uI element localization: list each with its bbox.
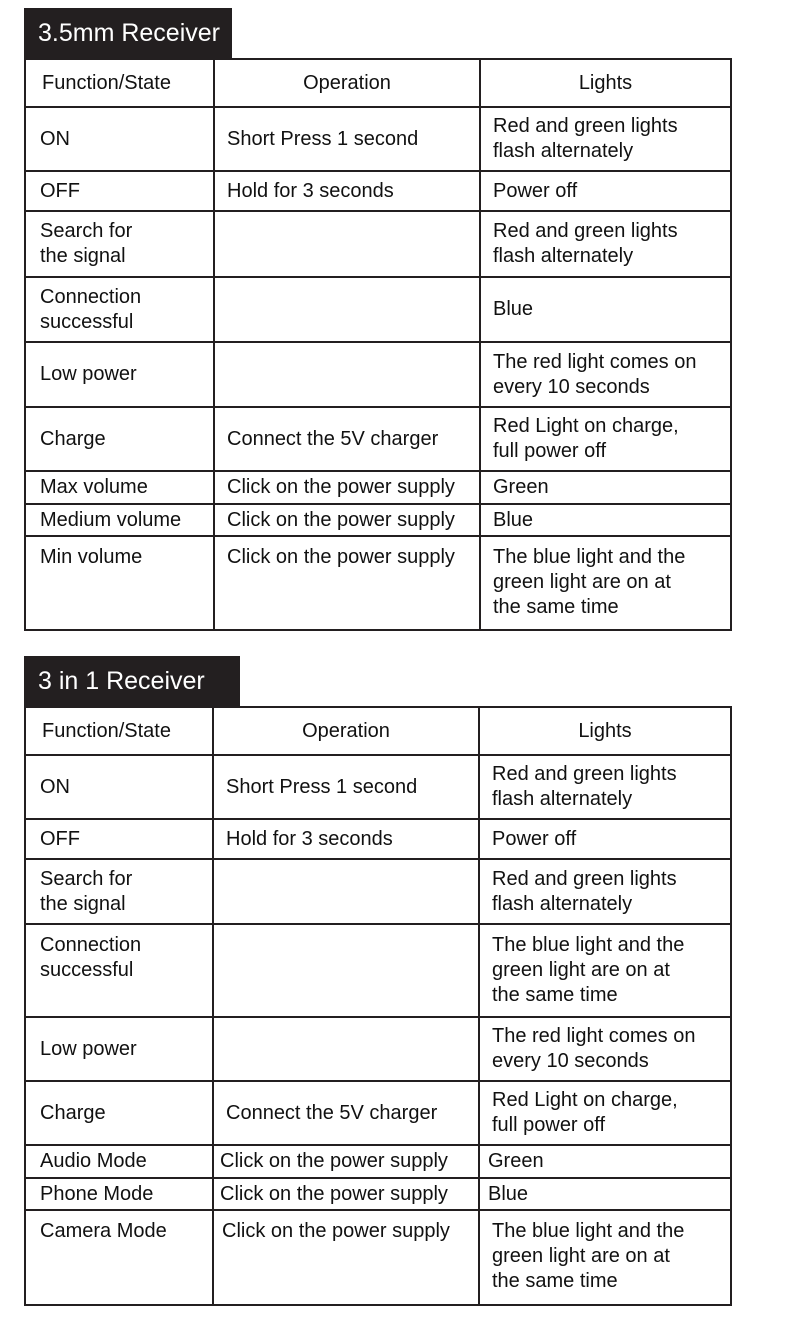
lights-cell: Blue xyxy=(479,1178,731,1210)
operation-cell xyxy=(213,859,479,924)
function-cell: Charge xyxy=(25,1081,213,1145)
function-cell: OFF xyxy=(25,819,213,859)
lights-cell: Red and green lights flash alternately xyxy=(479,859,731,924)
function-cell: Medium volume xyxy=(25,504,214,536)
header-lights: Lights xyxy=(480,59,731,107)
operation-cell: Connect the 5V charger xyxy=(214,407,480,471)
table-row xyxy=(25,504,731,536)
table-row xyxy=(25,1178,731,1210)
header-operation: Operation xyxy=(214,59,480,107)
function-cell: Search for the signal xyxy=(25,211,214,277)
lights-cell: Power off xyxy=(480,171,731,211)
section-35mm-receiver xyxy=(24,8,730,631)
operation-cell: Click on the power supply xyxy=(213,1178,479,1210)
function-cell: OFF xyxy=(25,171,214,211)
operation-cell xyxy=(214,211,480,277)
header-operation: Operation xyxy=(213,707,479,755)
table-row xyxy=(25,471,731,504)
header-function: Function/State xyxy=(25,707,213,755)
table-header-row xyxy=(25,59,731,107)
operation-cell: Click on the power supply xyxy=(213,1145,479,1178)
table-row xyxy=(25,819,731,859)
table-row xyxy=(25,1210,731,1305)
function-cell: Camera Mode xyxy=(25,1210,213,1305)
table-row xyxy=(25,211,731,277)
lights-cell: Power off xyxy=(479,819,731,859)
operation-cell: Connect the 5V charger xyxy=(213,1081,479,1145)
lights-cell: Blue xyxy=(480,277,731,342)
lights-cell: Red and green lights flash alternately xyxy=(480,211,731,277)
operation-cell: Short Press 1 second xyxy=(213,755,479,819)
table-row xyxy=(25,859,731,924)
lights-cell: The blue light and the green light are on at the same time xyxy=(479,924,731,1017)
lights-cell: The red light comes on every 10 seconds xyxy=(479,1017,731,1081)
lights-cell: Red Light on charge, full power off xyxy=(480,407,731,471)
function-cell: Low power xyxy=(25,342,214,407)
lights-cell: Green xyxy=(479,1145,731,1178)
section-title: 3 in 1 Receiver xyxy=(24,656,240,706)
function-cell: Max volume xyxy=(25,471,214,504)
table-row xyxy=(25,536,731,630)
table-row xyxy=(25,171,731,211)
table-row xyxy=(25,1081,731,1145)
function-cell: ON xyxy=(25,755,213,819)
operation-cell xyxy=(213,1017,479,1081)
operation-cell xyxy=(214,342,480,407)
table-row xyxy=(25,277,731,342)
operation-cell: Click on the power supply xyxy=(214,471,480,504)
function-cell: Connection successful xyxy=(25,924,213,1017)
table-row xyxy=(25,755,731,819)
table-row xyxy=(25,1017,731,1081)
table-row xyxy=(25,407,731,471)
table-row xyxy=(25,1145,731,1178)
spec-table xyxy=(24,706,732,1306)
lights-cell: Red and green lights flash alternately xyxy=(479,755,731,819)
operation-cell: Click on the power supply xyxy=(214,536,480,630)
table-header-row xyxy=(25,707,731,755)
section-title: 3.5mm Receiver xyxy=(24,8,232,58)
function-cell: Charge xyxy=(25,407,214,471)
operation-cell xyxy=(213,924,479,1017)
operation-cell: Hold for 3 seconds xyxy=(213,819,479,859)
function-cell: Min volume xyxy=(25,536,214,630)
operation-cell: Hold for 3 seconds xyxy=(214,171,480,211)
function-cell: Audio Mode xyxy=(25,1145,213,1178)
function-cell: Low power xyxy=(25,1017,213,1081)
lights-cell: Red Light on charge, full power off xyxy=(479,1081,731,1145)
function-cell: Connection successful xyxy=(25,277,214,342)
table-row xyxy=(25,107,731,171)
lights-cell: Red and green lights flash alternately xyxy=(480,107,731,171)
spec-table xyxy=(24,58,732,631)
table-row xyxy=(25,342,731,407)
lights-cell: The blue light and the green light are on at the same time xyxy=(479,1210,731,1305)
header-lights: Lights xyxy=(479,707,731,755)
table-row xyxy=(25,924,731,1017)
operation-cell: Click on the power supply xyxy=(214,504,480,536)
lights-cell: Blue xyxy=(480,504,731,536)
function-cell: ON xyxy=(25,107,214,171)
lights-cell: The red light comes on every 10 seconds xyxy=(480,342,731,407)
header-function: Function/State xyxy=(25,59,214,107)
operation-cell xyxy=(214,277,480,342)
operation-cell: Short Press 1 second xyxy=(214,107,480,171)
lights-cell: The blue light and the green light are on at the same time xyxy=(480,536,731,630)
section-3in1-receiver xyxy=(24,656,730,1306)
function-cell: Phone Mode xyxy=(25,1178,213,1210)
function-cell: Search for the signal xyxy=(25,859,213,924)
lights-cell: Green xyxy=(480,471,731,504)
operation-cell: Click on the power supply xyxy=(213,1210,479,1305)
